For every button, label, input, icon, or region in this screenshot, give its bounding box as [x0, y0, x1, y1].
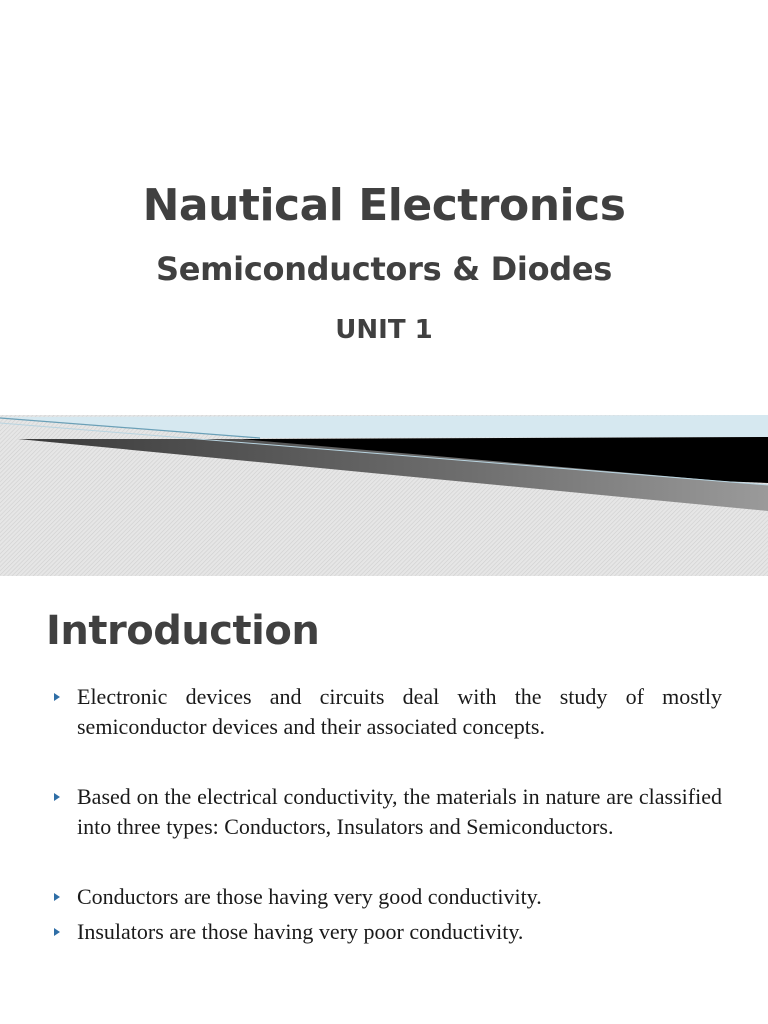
bullet-item: [48, 682, 722, 742]
bullet-arrow-icon: [54, 793, 60, 801]
bullet-list: [48, 682, 722, 987]
bullet-item: [48, 882, 722, 912]
bullet-arrow-icon: [54, 693, 60, 701]
bullet-text: Insulators are those having very poor conductivity.: [77, 919, 524, 944]
bullet-item: [48, 782, 722, 842]
bullet-text: Based on the electrical conductivity, the materials in nature are classified into three types: Conductors, Insulators and Semiconductors.: [77, 784, 722, 839]
slide-subtitle: Semiconductors & Diodes: [155, 250, 613, 288]
bullet-arrow-icon: [54, 893, 60, 901]
bullet-item: [48, 917, 722, 947]
bullet-text: Conductors are those having very good conductivity.: [77, 884, 542, 909]
introduction-slide: [0, 578, 768, 1024]
bullet-arrow-icon: [54, 928, 60, 936]
slide-title: Nautical Electronics: [142, 180, 626, 231]
section-heading: Introduction: [46, 608, 320, 654]
bullet-text: Electronic devices and circuits deal with the study of mostly semiconductor devices and their associated concepts.: [77, 684, 722, 739]
decorative-banner: [0, 405, 768, 576]
unit-label: UNIT 1: [335, 315, 433, 345]
